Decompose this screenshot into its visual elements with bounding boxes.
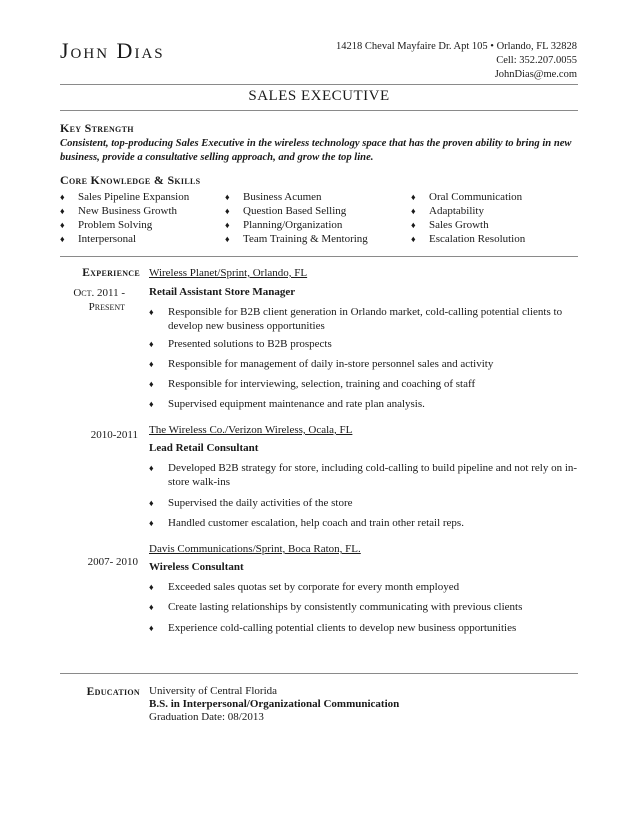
diamond-bullet-icon: ♦ [149, 463, 154, 473]
header-rule-bottom [60, 110, 578, 111]
skill-item: ♦ Sales Growth [411, 219, 489, 231]
job-bullet: ♦ Handled customer escalation, help coach and train other retail reps. [149, 517, 464, 529]
skill-item: ♦ Team Training & Mentoring [225, 233, 368, 245]
core-skills-heading: Core Knowledge & Skills [60, 173, 201, 187]
skill-item: ♦ Question Based Selling [225, 205, 347, 217]
job-company: Wireless Planet/Sprint, Orlando, FL [149, 267, 308, 279]
school-name: University of Central Florida [149, 685, 278, 697]
diamond-bullet-icon: ♦ [60, 220, 65, 230]
diamond-bullet-icon: ♦ [149, 359, 154, 369]
address: 14218 Cheval Mayfaire Dr. Apt 105 • Orlando, FL 32828 [336, 41, 577, 52]
job-role: Wireless Consultant [149, 561, 244, 573]
skill-item: ♦ Problem Solving [60, 219, 153, 231]
key-strength-heading: Key Strength [60, 121, 134, 135]
diamond-bullet-icon: ♦ [149, 307, 154, 317]
job-role: Retail Assistant Store Manager [149, 286, 296, 298]
diamond-bullet-icon: ♦ [149, 518, 154, 528]
job-bullet: ♦ Responsible for management of daily in-store personnel sales and activity [149, 358, 494, 370]
experience-label: Experience [82, 267, 140, 279]
diamond-bullet-icon: ♦ [60, 234, 65, 244]
diamond-bullet-icon: ♦ [225, 206, 230, 216]
job-date: Oct. 2011 - Present [73, 287, 125, 313]
graduation-date: Graduation Date: 08/2013 [149, 711, 264, 723]
job-bullet: ♦ Exceeded sales quotas set by corporate for every month employed [149, 581, 460, 593]
degree: B.S. in Interpersonal/Organizational Communication [149, 698, 400, 710]
diamond-bullet-icon: ♦ [149, 339, 154, 349]
email: JohnDias@me.com [494, 69, 577, 80]
skills-column-3 [411, 190, 525, 246]
job-bullet: ♦ Presented solutions to B2B prospects [149, 338, 332, 350]
cell-phone: Cell: 352.207.0055 [496, 55, 577, 66]
job-bullet: ♦ Experience cold-calling potential clients to develop new business opportunities [149, 622, 517, 634]
section-rule [60, 673, 578, 674]
diamond-bullet-icon: ♦ [225, 220, 230, 230]
key-strength-text: Consistent, top-producing Sales Executive in the wireless technology space that has the proven ability to bring in new business, provide a consultative selling approach, and grow the top line. [60, 138, 572, 163]
skill-item: ♦ Sales Pipeline Expansion [60, 191, 190, 203]
job-bullet: ♦ Supervised the daily activities of the store [149, 497, 353, 509]
diamond-bullet-icon: ♦ [149, 582, 154, 592]
job-bullet: ♦ Responsible for B2B client generation in Orlando market, cold-calling potential clients to develop new business opportunities [149, 306, 563, 332]
skills-column-2 [225, 190, 368, 246]
diamond-bullet-icon: ♦ [60, 206, 65, 216]
diamond-bullet-icon: ♦ [149, 379, 154, 389]
skill-item: ♦ Oral Communication [411, 191, 523, 203]
diamond-bullet-icon: ♦ [149, 623, 154, 633]
skill-item: ♦ Business Acumen [225, 191, 322, 203]
diamond-bullet-icon: ♦ [225, 192, 230, 202]
job-role: Lead Retail Consultant [149, 442, 259, 454]
skill-item: ♦ New Business Growth [60, 205, 177, 217]
job-company: The Wireless Co./Verizon Wireless, Ocala, FL [149, 424, 353, 436]
job-bullet: ♦ Developed B2B strategy for store, including cold-calling to build pipeline and not rely on in-store walk-ins [149, 462, 578, 488]
diamond-bullet-icon: ♦ [411, 192, 416, 202]
candidate-name: John Dias [60, 38, 165, 63]
section-rule [60, 256, 578, 257]
skill-item: ♦ Planning/Organization [225, 219, 343, 231]
diamond-bullet-icon: ♦ [149, 602, 154, 612]
job-bullet: ♦ Create lasting relationships by consistently communicating with previous clients [149, 601, 523, 613]
diamond-bullet-icon: ♦ [225, 234, 230, 244]
resume-title: SALES EXECUTIVE [248, 88, 390, 104]
education-block [149, 685, 399, 724]
skills-column-1 [60, 190, 189, 246]
diamond-bullet-icon: ♦ [411, 206, 416, 216]
diamond-bullet-icon: ♦ [60, 192, 65, 202]
skill-item: ♦ Interpersonal [60, 233, 137, 245]
diamond-bullet-icon: ♦ [411, 220, 416, 230]
job-date: 2007- 2010 [87, 556, 138, 568]
skill-item: ♦ Escalation Resolution [411, 233, 526, 245]
header-rule-top [60, 84, 578, 85]
job-bullet: ♦ Supervised equipment maintenance and rate plan analysis. [149, 398, 425, 410]
contact-block [277, 40, 577, 82]
education-label: Education [86, 686, 140, 698]
job-company: Davis Communications/Sprint, Boca Raton, FL. [149, 543, 361, 555]
skill-item: ♦ Adaptability [411, 205, 484, 217]
diamond-bullet-icon: ♦ [411, 234, 416, 244]
job-bullet: ♦ Responsible for interviewing, selection, training and coaching of staff [149, 378, 476, 390]
diamond-bullet-icon: ♦ [149, 498, 154, 508]
diamond-bullet-icon: ♦ [149, 399, 154, 409]
job-date: 2010-2011 [90, 429, 138, 441]
